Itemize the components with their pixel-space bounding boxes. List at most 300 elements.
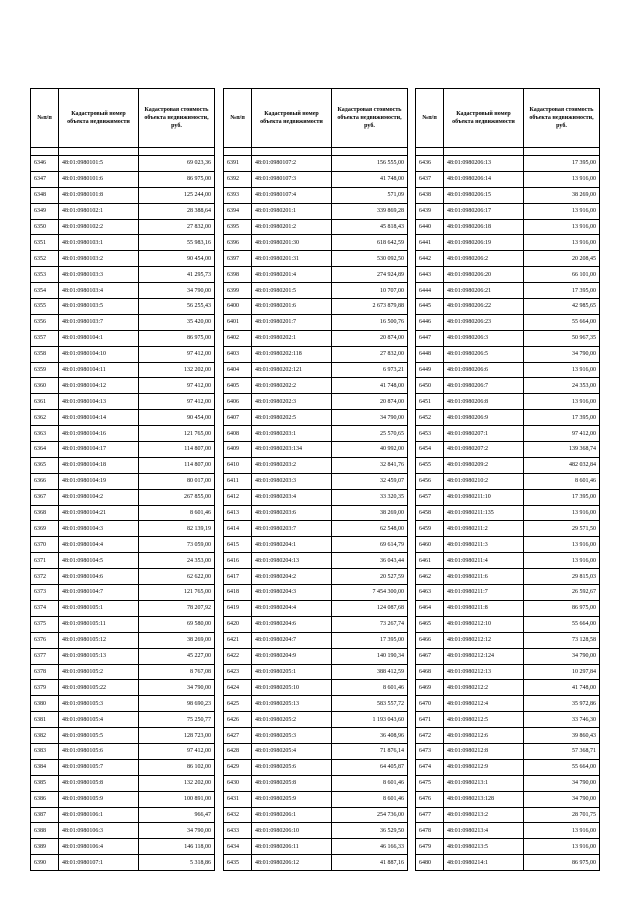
- table-row: [416, 187, 600, 203]
- cadastral-number-cell: 48:01:0980201:6: [252, 299, 332, 315]
- row-number-cell: 6380: [31, 696, 59, 712]
- cadastral-value-cell: 16 500,76: [332, 314, 408, 330]
- row-number-cell: 6355: [31, 299, 59, 315]
- row-number-cell: 6442: [416, 251, 444, 267]
- table-row: [31, 680, 215, 696]
- table-row: [416, 267, 600, 283]
- cadastral-number-cell: 48:01:0980211:4: [444, 553, 524, 569]
- cadastral-value-cell: 114 807,00: [139, 457, 215, 473]
- table-row: [224, 632, 408, 648]
- row-number-cell: 6381: [31, 712, 59, 728]
- row-number-cell: 6405: [224, 378, 252, 394]
- cadastral-number-cell: 48:01:0980206:20: [444, 267, 524, 283]
- row-number-cell: 6412: [224, 489, 252, 505]
- row-number-cell: 6388: [31, 823, 59, 839]
- table-row: [416, 680, 600, 696]
- cadastral-value-cell: 97 412,00: [524, 426, 600, 442]
- table-row: [224, 299, 408, 315]
- cadastral-value-cell: 35 420,00: [139, 314, 215, 330]
- cadastral-value-cell: 5 318,86: [139, 855, 215, 871]
- row-number-cell: 6400: [224, 299, 252, 315]
- cadastral-value-cell: 42 985,65: [524, 299, 600, 315]
- cadastral-number-cell: 48:01:0980104:10: [59, 346, 139, 362]
- cadastral-number-cell: 48:01:0980105:7: [59, 759, 139, 775]
- cadastral-number-cell: 48:01:0980212:9: [444, 759, 524, 775]
- cadastral-number-cell: 48:01:0980104:7: [59, 585, 139, 601]
- cadastral-value-cell: 17 395,00: [332, 632, 408, 648]
- cadastral-value-cell: 66 101,00: [524, 267, 600, 283]
- row-number-cell: 6394: [224, 203, 252, 219]
- cadastral-number-cell: 48:01:0980105:22: [59, 680, 139, 696]
- row-number-cell: 6433: [224, 823, 252, 839]
- row-number-cell: 6411: [224, 473, 252, 489]
- table-row: [31, 410, 215, 426]
- table-row: [31, 156, 215, 172]
- cadastral-value-cell: 13 916,00: [524, 553, 600, 569]
- cadastral-value-cell: 13 916,00: [524, 505, 600, 521]
- row-number-cell: 6447: [416, 330, 444, 346]
- row-number-cell: 6404: [224, 362, 252, 378]
- row-number-cell: 6428: [224, 743, 252, 759]
- row-number-cell: 6389: [31, 839, 59, 855]
- row-number-cell: 6395: [224, 219, 252, 235]
- cadastral-value-cell: 8 601,46: [139, 505, 215, 521]
- cadastral-value-cell: 128 723,00: [139, 728, 215, 744]
- table-row: [416, 283, 600, 299]
- cadastral-value-cell: 41 295,73: [139, 267, 215, 283]
- spacer-cell: [524, 148, 600, 156]
- cadastral-value-cell: 10 707,00: [332, 283, 408, 299]
- table-row: [224, 489, 408, 505]
- table-row: [224, 235, 408, 251]
- row-number-cell: 6410: [224, 457, 252, 473]
- row-number-cell: 6425: [224, 696, 252, 712]
- row-number-cell: 6455: [416, 457, 444, 473]
- row-number-cell: 6370: [31, 537, 59, 553]
- row-number-cell: 6367: [31, 489, 59, 505]
- table-row: [416, 235, 600, 251]
- row-number-cell: 6409: [224, 442, 252, 458]
- table-row: [31, 775, 215, 791]
- table-row: [224, 712, 408, 728]
- table-row: [416, 394, 600, 410]
- cadastral-number-cell: 48:01:0980201:31: [252, 251, 332, 267]
- row-number-cell: 6357: [31, 330, 59, 346]
- cadastral-value-cell: 69 580,00: [139, 616, 215, 632]
- cadastral-value-cell: 75 250,77: [139, 712, 215, 728]
- cadastral-value-cell: 8 601,46: [332, 775, 408, 791]
- header-spacer-row: [31, 148, 215, 156]
- cadastral-number-cell: 48:01:0980203:134: [252, 442, 332, 458]
- cadastral-number-cell: 48:01:0980103:4: [59, 283, 139, 299]
- cadastral-value-cell: 69 614,79: [332, 537, 408, 553]
- cadastral-number-cell: 48:01:0980206:10: [252, 823, 332, 839]
- cadastral-number-cell: 48:01:0980212:13: [444, 664, 524, 680]
- table-row: [224, 314, 408, 330]
- table-row: [31, 346, 215, 362]
- cadastral-number-cell: 48:01:0980211:8: [444, 600, 524, 616]
- cadastral-number-cell: 48:01:0980101:8: [59, 187, 139, 203]
- row-number-cell: 6445: [416, 299, 444, 315]
- row-number-cell: 6354: [31, 283, 59, 299]
- cadastral-number-cell: 48:01:0980104:17: [59, 442, 139, 458]
- cadastral-number-cell: 48:01:0980205:1: [252, 664, 332, 680]
- cadastral-value-cell: 132 202,00: [139, 362, 215, 378]
- table-row: [416, 330, 600, 346]
- row-number-cell: 6476: [416, 791, 444, 807]
- header-cadastral-value: Кадастровая стоимость объекта недвижимости, руб.: [524, 89, 600, 148]
- row-number-cell: 6413: [224, 505, 252, 521]
- row-number-cell: 6378: [31, 664, 59, 680]
- row-number-cell: 6408: [224, 426, 252, 442]
- table-row: [31, 537, 215, 553]
- row-number-cell: 6373: [31, 585, 59, 601]
- table-row: [224, 219, 408, 235]
- table-row: [31, 426, 215, 442]
- cadastral-number-cell: 48:01:0980213:4: [444, 823, 524, 839]
- cadastral-number-cell: 48:01:0980209:2: [444, 457, 524, 473]
- cadastral-number-cell: 48:01:0980202:5: [252, 410, 332, 426]
- cadastral-value-cell: 55 983,16: [139, 235, 215, 251]
- cadastral-number-cell: 48:01:0980206:18: [444, 219, 524, 235]
- row-number-cell: 6384: [31, 759, 59, 775]
- table-row: [31, 378, 215, 394]
- cadastral-number-cell: 48:01:0980213:128: [444, 791, 524, 807]
- cadastral-number-cell: 48:01:0980104:11: [59, 362, 139, 378]
- cadastral-number-cell: 48:01:0980105:6: [59, 743, 139, 759]
- table-row: [416, 410, 600, 426]
- row-number-cell: 6374: [31, 600, 59, 616]
- table-row: [31, 616, 215, 632]
- row-number-cell: 6358: [31, 346, 59, 362]
- row-number-cell: 6415: [224, 537, 252, 553]
- table-row: [416, 378, 600, 394]
- cadastral-value-cell: 13 916,00: [524, 362, 600, 378]
- cadastral-number-cell: 48:01:0980103:1: [59, 235, 139, 251]
- table-row: [31, 219, 215, 235]
- cadastral-number-cell: 48:01:0980104:1: [59, 330, 139, 346]
- table-row: [224, 330, 408, 346]
- cadastral-table-1: [30, 88, 215, 871]
- row-number-cell: 6478: [416, 823, 444, 839]
- cadastral-number-cell: 48:01:0980201:30: [252, 235, 332, 251]
- table-row: [31, 791, 215, 807]
- row-number-cell: 6429: [224, 759, 252, 775]
- table-row: [31, 314, 215, 330]
- row-number-cell: 6432: [224, 807, 252, 823]
- cadastral-number-cell: 48:01:0980105:1: [59, 600, 139, 616]
- row-number-cell: 6399: [224, 283, 252, 299]
- row-number-cell: 6444: [416, 283, 444, 299]
- table-row: [224, 156, 408, 172]
- row-number-cell: 6368: [31, 505, 59, 521]
- cadastral-number-cell: 48:01:0980206:11: [252, 839, 332, 855]
- cadastral-value-cell: 388 412,59: [332, 664, 408, 680]
- cadastral-value-cell: 38 269,00: [332, 505, 408, 521]
- table-row: [31, 330, 215, 346]
- table-row: [31, 553, 215, 569]
- row-number-cell: 6387: [31, 807, 59, 823]
- row-number-cell: 6350: [31, 219, 59, 235]
- cadastral-value-cell: 10 297,84: [524, 664, 600, 680]
- cadastral-number-cell: 48:01:0980104:6: [59, 569, 139, 585]
- row-number-cell: 6437: [416, 171, 444, 187]
- row-number-cell: 6438: [416, 187, 444, 203]
- table-row: [31, 855, 215, 871]
- table-row: [224, 537, 408, 553]
- cadastral-number-cell: 48:01:0980205:9: [252, 791, 332, 807]
- cadastral-value-cell: 156 555,00: [332, 156, 408, 172]
- cadastral-value-cell: 28 701,75: [524, 807, 600, 823]
- table-row: [31, 251, 215, 267]
- spacer-cell: [59, 148, 139, 156]
- cadastral-number-cell: 48:01:0980107:2: [252, 156, 332, 172]
- cadastral-number-cell: 48:01:0980203:2: [252, 457, 332, 473]
- cadastral-number-cell: 48:01:0980201:7: [252, 314, 332, 330]
- cadastral-number-cell: 48:01:0980202:118: [252, 346, 332, 362]
- table-row: [31, 632, 215, 648]
- table-row: [224, 283, 408, 299]
- cadastral-number-cell: 48:01:0980102:1: [59, 203, 139, 219]
- cadastral-value-cell: 8 601,46: [332, 680, 408, 696]
- cadastral-value-cell: 34 790,00: [332, 410, 408, 426]
- table-row: [31, 759, 215, 775]
- cadastral-number-cell: 48:01:0980205:6: [252, 759, 332, 775]
- cadastral-value-cell: 13 916,00: [524, 219, 600, 235]
- table-row: [224, 505, 408, 521]
- spacer-cell: [332, 148, 408, 156]
- cadastral-number-cell: 48:01:0980201:5: [252, 283, 332, 299]
- cadastral-value-cell: 20 874,00: [332, 330, 408, 346]
- table-row: [31, 362, 215, 378]
- table-row: [416, 553, 600, 569]
- cadastral-number-cell: 48:01:0980104:3: [59, 521, 139, 537]
- cadastral-number-cell: 48:01:0980206:5: [444, 346, 524, 362]
- cadastral-value-cell: 27 832,00: [332, 346, 408, 362]
- cadastral-number-cell: 48:01:0980213:2: [444, 807, 524, 823]
- row-number-cell: 6446: [416, 314, 444, 330]
- header-spacer-row: [224, 148, 408, 156]
- cadastral-number-cell: 48:01:0980205:2: [252, 712, 332, 728]
- row-number-cell: 6365: [31, 457, 59, 473]
- cadastral-value-cell: 24 353,00: [139, 553, 215, 569]
- cadastral-value-cell: 13 916,00: [524, 203, 600, 219]
- row-number-cell: 6398: [224, 267, 252, 283]
- row-number-cell: 6463: [416, 585, 444, 601]
- table-row: [416, 457, 600, 473]
- header-num: №п/п: [31, 89, 59, 148]
- table-row: [416, 585, 600, 601]
- cadastral-value-cell: 80 017,00: [139, 473, 215, 489]
- row-number-cell: 6456: [416, 473, 444, 489]
- row-number-cell: 6347: [31, 171, 59, 187]
- cadastral-value-cell: 46 166,33: [332, 839, 408, 855]
- row-number-cell: 6467: [416, 648, 444, 664]
- cadastral-number-cell: 48:01:0980212:5: [444, 712, 524, 728]
- header-cadastral-number: Кадастровый номер объекта недвижимости: [444, 89, 524, 148]
- header-num: №п/п: [416, 89, 444, 148]
- cadastral-value-cell: 86 975,00: [524, 600, 600, 616]
- table-row: [224, 521, 408, 537]
- table-row: [224, 442, 408, 458]
- cadastral-number-cell: 48:01:0980206:6: [444, 362, 524, 378]
- cadastral-number-cell: 48:01:0980211:2: [444, 521, 524, 537]
- cadastral-value-cell: 1 193 043,60: [332, 712, 408, 728]
- cadastral-value-cell: 38 269,00: [524, 187, 600, 203]
- row-number-cell: 6364: [31, 442, 59, 458]
- cadastral-number-cell: 48:01:0980103:2: [59, 251, 139, 267]
- cadastral-number-cell: 48:01:0980103:5: [59, 299, 139, 315]
- table-row: [224, 378, 408, 394]
- row-number-cell: 6417: [224, 569, 252, 585]
- table-header-row: [224, 89, 408, 148]
- cadastral-number-cell: 48:01:0980104:14: [59, 410, 139, 426]
- cadastral-number-cell: 48:01:0980212:2: [444, 680, 524, 696]
- row-number-cell: 6473: [416, 743, 444, 759]
- cadastral-number-cell: 48:01:0980101:6: [59, 171, 139, 187]
- cadastral-value-cell: 34 790,00: [524, 791, 600, 807]
- row-number-cell: 6391: [224, 156, 252, 172]
- cadastral-value-cell: 583 557,72: [332, 696, 408, 712]
- row-number-cell: 6436: [416, 156, 444, 172]
- cadastral-number-cell: 48:01:0980212:124: [444, 648, 524, 664]
- row-number-cell: 6450: [416, 378, 444, 394]
- table-row: [416, 426, 600, 442]
- cadastral-number-cell: 48:01:0980212:12: [444, 632, 524, 648]
- row-number-cell: 6443: [416, 267, 444, 283]
- cadastral-number-cell: 48:01:0980204:2: [252, 569, 332, 585]
- table-row: [224, 457, 408, 473]
- cadastral-value-cell: 34 790,00: [524, 346, 600, 362]
- cadastral-number-cell: 48:01:0980205:13: [252, 696, 332, 712]
- row-number-cell: 6458: [416, 505, 444, 521]
- row-number-cell: 6392: [224, 171, 252, 187]
- header-cadastral-number: Кадастровый номер объекта недвижимости: [252, 89, 332, 148]
- table-row: [224, 585, 408, 601]
- table-row: [31, 299, 215, 315]
- row-number-cell: 6468: [416, 664, 444, 680]
- cadastral-value-cell: 29 571,50: [524, 521, 600, 537]
- cadastral-number-cell: 48:01:0980211:7: [444, 585, 524, 601]
- table-row: [224, 664, 408, 680]
- table-row: [416, 712, 600, 728]
- table-row: [416, 219, 600, 235]
- cadastral-value-cell: 69 023,36: [139, 156, 215, 172]
- cadastral-number-cell: 48:01:0980206:12: [252, 855, 332, 871]
- cadastral-number-cell: 48:01:0980104:2: [59, 489, 139, 505]
- table-row: [416, 569, 600, 585]
- cadastral-value-cell: 55 664,00: [524, 759, 600, 775]
- cadastral-value-cell: 56 255,43: [139, 299, 215, 315]
- row-number-cell: 6397: [224, 251, 252, 267]
- table-row: [224, 410, 408, 426]
- cadastral-number-cell: 48:01:0980105:11: [59, 616, 139, 632]
- table-row: [416, 314, 600, 330]
- cadastral-number-cell: 48:01:0980107:3: [252, 171, 332, 187]
- row-number-cell: 6459: [416, 521, 444, 537]
- cadastral-number-cell: 48:01:0980105:8: [59, 775, 139, 791]
- row-number-cell: 6414: [224, 521, 252, 537]
- row-number-cell: 6434: [224, 839, 252, 855]
- row-number-cell: 6453: [416, 426, 444, 442]
- cadastral-value-cell: 20 874,00: [332, 394, 408, 410]
- row-number-cell: 6460: [416, 537, 444, 553]
- table-row: [31, 489, 215, 505]
- cadastral-value-cell: 34 790,00: [524, 775, 600, 791]
- cadastral-value-cell: 62 548,00: [332, 521, 408, 537]
- table-row: [416, 696, 600, 712]
- table-row: [31, 696, 215, 712]
- row-number-cell: 6386: [31, 791, 59, 807]
- cadastral-number-cell: 48:01:0980104:16: [59, 426, 139, 442]
- cadastral-number-cell: 48:01:0980204:4: [252, 600, 332, 616]
- row-number-cell: 6396: [224, 235, 252, 251]
- row-number-cell: 6439: [416, 203, 444, 219]
- row-number-cell: 6449: [416, 362, 444, 378]
- table-row: [31, 823, 215, 839]
- cadastral-value-cell: 2 673 879,88: [332, 299, 408, 315]
- table-row: [224, 839, 408, 855]
- table-row: [31, 187, 215, 203]
- cadastral-value-cell: 100 891,00: [139, 791, 215, 807]
- cadastral-value-cell: 124 087,68: [332, 600, 408, 616]
- cadastral-value-cell: 97 412,00: [139, 378, 215, 394]
- row-number-cell: 6407: [224, 410, 252, 426]
- cadastral-value-cell: 13 916,00: [524, 823, 600, 839]
- cadastral-number-cell: 48:01:0980201:1: [252, 203, 332, 219]
- row-number-cell: 6352: [31, 251, 59, 267]
- table-row: [416, 171, 600, 187]
- cadastral-value-cell: 32 841,76: [332, 457, 408, 473]
- row-number-cell: 6464: [416, 600, 444, 616]
- row-number-cell: 6390: [31, 855, 59, 871]
- row-number-cell: 6406: [224, 394, 252, 410]
- cadastral-number-cell: 48:01:0980211:3: [444, 537, 524, 553]
- table-row: [31, 743, 215, 759]
- cadastral-value-cell: 17 395,00: [524, 283, 600, 299]
- cadastral-number-cell: 48:01:0980213:1: [444, 775, 524, 791]
- row-number-cell: 6451: [416, 394, 444, 410]
- row-number-cell: 6351: [31, 235, 59, 251]
- cadastral-value-cell: 339 869,28: [332, 203, 408, 219]
- cadastral-number-cell: 48:01:0980104:19: [59, 473, 139, 489]
- cadastral-number-cell: 48:01:0980206:13: [444, 156, 524, 172]
- cadastral-value-cell: 36 529,50: [332, 823, 408, 839]
- row-number-cell: 6356: [31, 314, 59, 330]
- header-spacer-row: [416, 148, 600, 156]
- cadastral-number-cell: 48:01:0980204:9: [252, 648, 332, 664]
- row-number-cell: 6474: [416, 759, 444, 775]
- cadastral-number-cell: 48:01:0980201:4: [252, 267, 332, 283]
- table-row: [416, 473, 600, 489]
- cadastral-value-cell: 64 405,87: [332, 759, 408, 775]
- cadastral-number-cell: 48:01:0980101:5: [59, 156, 139, 172]
- cadastral-number-cell: 48:01:0980206:7: [444, 378, 524, 394]
- cadastral-number-cell: 48:01:0980104:4: [59, 537, 139, 553]
- table-row: [224, 743, 408, 759]
- cadastral-number-cell: 48:01:0980206:19: [444, 235, 524, 251]
- cadastral-value-cell: 45 227,00: [139, 648, 215, 664]
- cadastral-number-cell: 48:01:0980206:8: [444, 394, 524, 410]
- cadastral-value-cell: 73 128,58: [524, 632, 600, 648]
- cadastral-number-cell: 48:01:0980102:2: [59, 219, 139, 235]
- table-row: [31, 283, 215, 299]
- cadastral-value-cell: 40 992,00: [332, 442, 408, 458]
- cadastral-value-cell: 139 368,74: [524, 442, 600, 458]
- row-number-cell: 6479: [416, 839, 444, 855]
- cadastral-value-cell: 78 207,92: [139, 600, 215, 616]
- cadastral-number-cell: 48:01:0980206:17: [444, 203, 524, 219]
